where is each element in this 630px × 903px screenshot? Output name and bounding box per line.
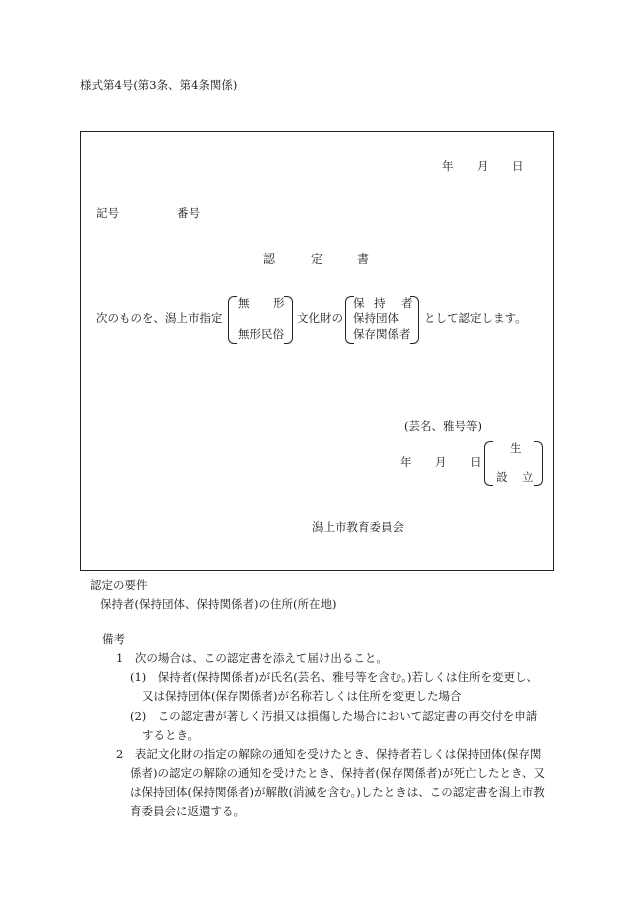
note-2-line-3: は保持団体(保持関係者)が解散(消滅を含む。)したときは、この認定書を潟上市教 xyxy=(130,785,545,799)
certificate-title-char-1: 認 xyxy=(263,252,276,266)
birth-option-born: 生 xyxy=(510,441,522,455)
birth-day-label: 日 xyxy=(470,455,482,469)
notes-heading: 備考 xyxy=(102,632,125,646)
birth-bracket-right xyxy=(534,441,543,486)
date-day-label: 日 xyxy=(512,159,524,173)
body-lead-text: 次のものを、潟上市指定 xyxy=(96,311,223,325)
holder-option-hoji-3: 者 xyxy=(401,296,413,310)
stage-name-label: (芸名、雅号等) xyxy=(404,419,482,433)
note-1-2-line-1: (2) この認定書が著しく汚損又は損傷した場合において認定書の再交付を申請 xyxy=(130,709,538,723)
issuer-name: 潟上市教育委員会 xyxy=(312,520,404,534)
record-symbol-label: 記号 xyxy=(96,206,119,220)
type-bracket-left xyxy=(228,296,237,344)
form-number: 様式第4号(第3条、第4条関係) xyxy=(80,78,238,92)
holder-option-hoji-2: 持 xyxy=(374,296,386,310)
holder-option-hoji-1: 保 xyxy=(353,296,365,310)
body-tail-text: として認定します。 xyxy=(424,311,527,325)
note-1: 1 次の場合は、この認定書を添えて届け出ること。 xyxy=(116,651,388,665)
birth-month-label: 月 xyxy=(435,455,447,469)
record-number-label: 番号 xyxy=(177,206,200,220)
note-1-1-line-2: 又は保持団体(保存関係者)が名称若しくは住所を変更した場合 xyxy=(142,689,462,703)
holder-bracket-right xyxy=(410,296,419,344)
note-1-2-line-2: するとき。 xyxy=(142,728,200,742)
holder-option-group: 保持団体 xyxy=(353,311,399,325)
note-2-line-4: 育委員会に返還する。 xyxy=(130,804,245,818)
type-option-mukei-1: 無 xyxy=(238,296,250,310)
date-month-label: 月 xyxy=(477,159,489,173)
holder-option-preserver: 保存関係者 xyxy=(353,327,411,341)
certificate-frame xyxy=(80,131,554,571)
birth-bracket-left xyxy=(484,441,493,486)
requirements-heading: 認定の要件 xyxy=(90,578,148,592)
body-middle-text: 文化財の xyxy=(297,311,343,325)
birth-year-label: 年 xyxy=(400,455,412,469)
birth-option-est-2: 立 xyxy=(522,470,534,484)
note-2-line-2: 係者)の認定の解除の通知を受けたとき、保持者(保存関係者)が死亡したとき、又 xyxy=(130,766,546,780)
requirements-text: 保持者(保持団体、保持関係者)の住所(所在地) xyxy=(100,597,337,611)
certificate-title-char-3: 書 xyxy=(357,252,370,266)
type-bracket-right xyxy=(284,296,293,344)
note-1-1-line-1: (1) 保持者(保持関係者)が氏名(芸名、雅号等を含む。)若しくは住所を変更し、 xyxy=(130,670,538,684)
date-year-label: 年 xyxy=(442,159,454,173)
type-option-folk: 無形民俗 xyxy=(238,327,284,341)
note-2-line-1: 2 表記文化財の指定の解除の通知を受けたとき、保持者若しくは保持団体(保存関 xyxy=(116,747,542,761)
type-option-mukei-2: 形 xyxy=(273,296,285,310)
certificate-title-char-2: 定 xyxy=(311,252,324,266)
birth-option-est-1: 設 xyxy=(496,470,508,484)
